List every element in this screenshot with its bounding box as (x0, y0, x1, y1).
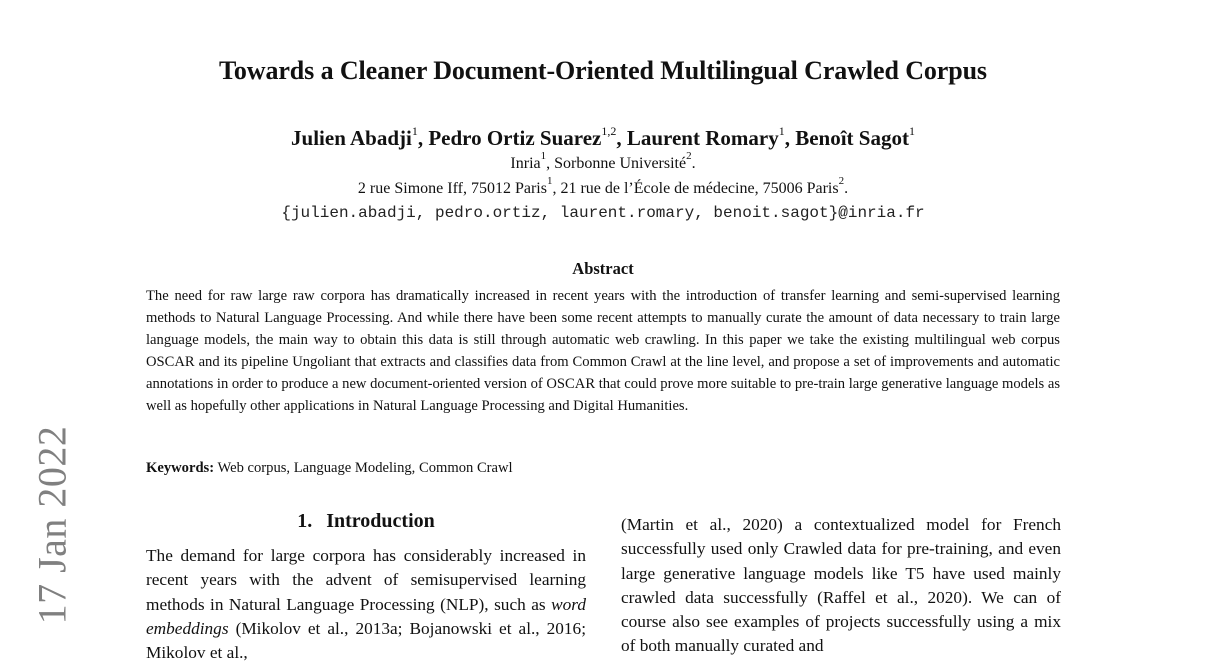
author-emails: {julien.abadji, pedro.ortiz, laurent.romary, benoit.sagot}@inria.fr (281, 204, 925, 222)
section-title: Introduction (326, 510, 435, 532)
affiliations: Inria$^1$, Sorbonne Université$^2$. (510, 150, 696, 172)
author-name: Julien Abadji (291, 126, 412, 150)
body-column-right: (Martin et al., 2020) a contextualized model for French successfully used only Crawled data for pre-training, and even large generative language models like T5 have used mainly crawled data successfully (Raffel et al., 2020). We can of course also see examples of projects successfully using a mix of both manually curated and (621, 515, 1061, 656)
keywords-label: Keywords: (146, 460, 215, 476)
author-affiliation-mark: 1 (411, 124, 418, 138)
author-name: Benoît Sagot (795, 126, 909, 150)
body-text: The demand for large corpora has considerably increased in recent years with the advent of semisupervised learning methods in Natural Language Processing (NLP), such as (146, 546, 586, 614)
author-name: Pedro Ortiz Suarez (428, 126, 602, 150)
keywords-text: Web corpus, Language Modeling, Common Crawl (217, 460, 513, 476)
author-affiliation-mark: 1,2 (601, 124, 617, 138)
body-text-italic: word embeddings (146, 594, 586, 638)
arxiv-date-stamp: 17 Jan 2022 (29, 425, 75, 625)
body-text: (Mikolov et al., 2013a; Bojanowski et al., 2016; Mikolov et al., (146, 618, 586, 663)
keywords (146, 460, 1060, 477)
section-number: 1. (297, 510, 313, 532)
author-list: Julien Abadji$^1$, Pedro Ortiz Suarez$^{1,2}$, Laurent Romary$^1$, Benoît Sagot$^1$ (291, 124, 915, 150)
institution-name: Sorbonne Université (554, 155, 687, 172)
institution-name: Inria (510, 155, 541, 172)
author-name: Laurent Romary (626, 126, 779, 150)
affiliation-mark: 2 (838, 175, 845, 187)
paper-title: Towards a Cleaner Document-Oriented Multilingual Crawled Corpus (219, 56, 987, 85)
affiliation-mark: 1 (540, 150, 547, 162)
affiliation-mark: 2 (686, 150, 692, 162)
body-column-left (146, 544, 586, 663)
author-affiliation-mark: 1 (778, 124, 785, 138)
abstract-body: The need for raw large raw corpora has dramatically increased in recent years with the introduction of transfer learning and semi-supervised learning methods to Natural Language Processing. And while there have been some recent attempts to manually curate the amount of data necessary to train large language models, the main way to obtain this data is still through automatic web crawling. In this paper we take the existing multilingual web corpus OSCAR and its pipeline Ungoliant that extracts and classifies data from Common Crawl at the line level, and propose a set of improvements and automatic annotations in order to produce a new document-oriented version of OSCAR that could prove more suitable to pre-train large generative language models as well as hopefully other applications in Natural Language Processing and Digital Humanities. (146, 288, 1060, 414)
address-line: 2 rue Simone Iff, 75012 Paris (357, 180, 547, 197)
abstract-heading: Abstract (572, 259, 634, 278)
affiliation-mark: 1 (546, 175, 553, 187)
author-affiliation-mark: 1 (908, 124, 915, 138)
address-line: 21 rue de l’École de médecine, 75006 Paris (560, 180, 839, 197)
addresses: 2 rue Simone Iff, 75012 Paris$^1$, 21 rue de l’École de médecine, 75006 Paris$^2$. (357, 175, 849, 197)
section-heading (146, 510, 586, 533)
